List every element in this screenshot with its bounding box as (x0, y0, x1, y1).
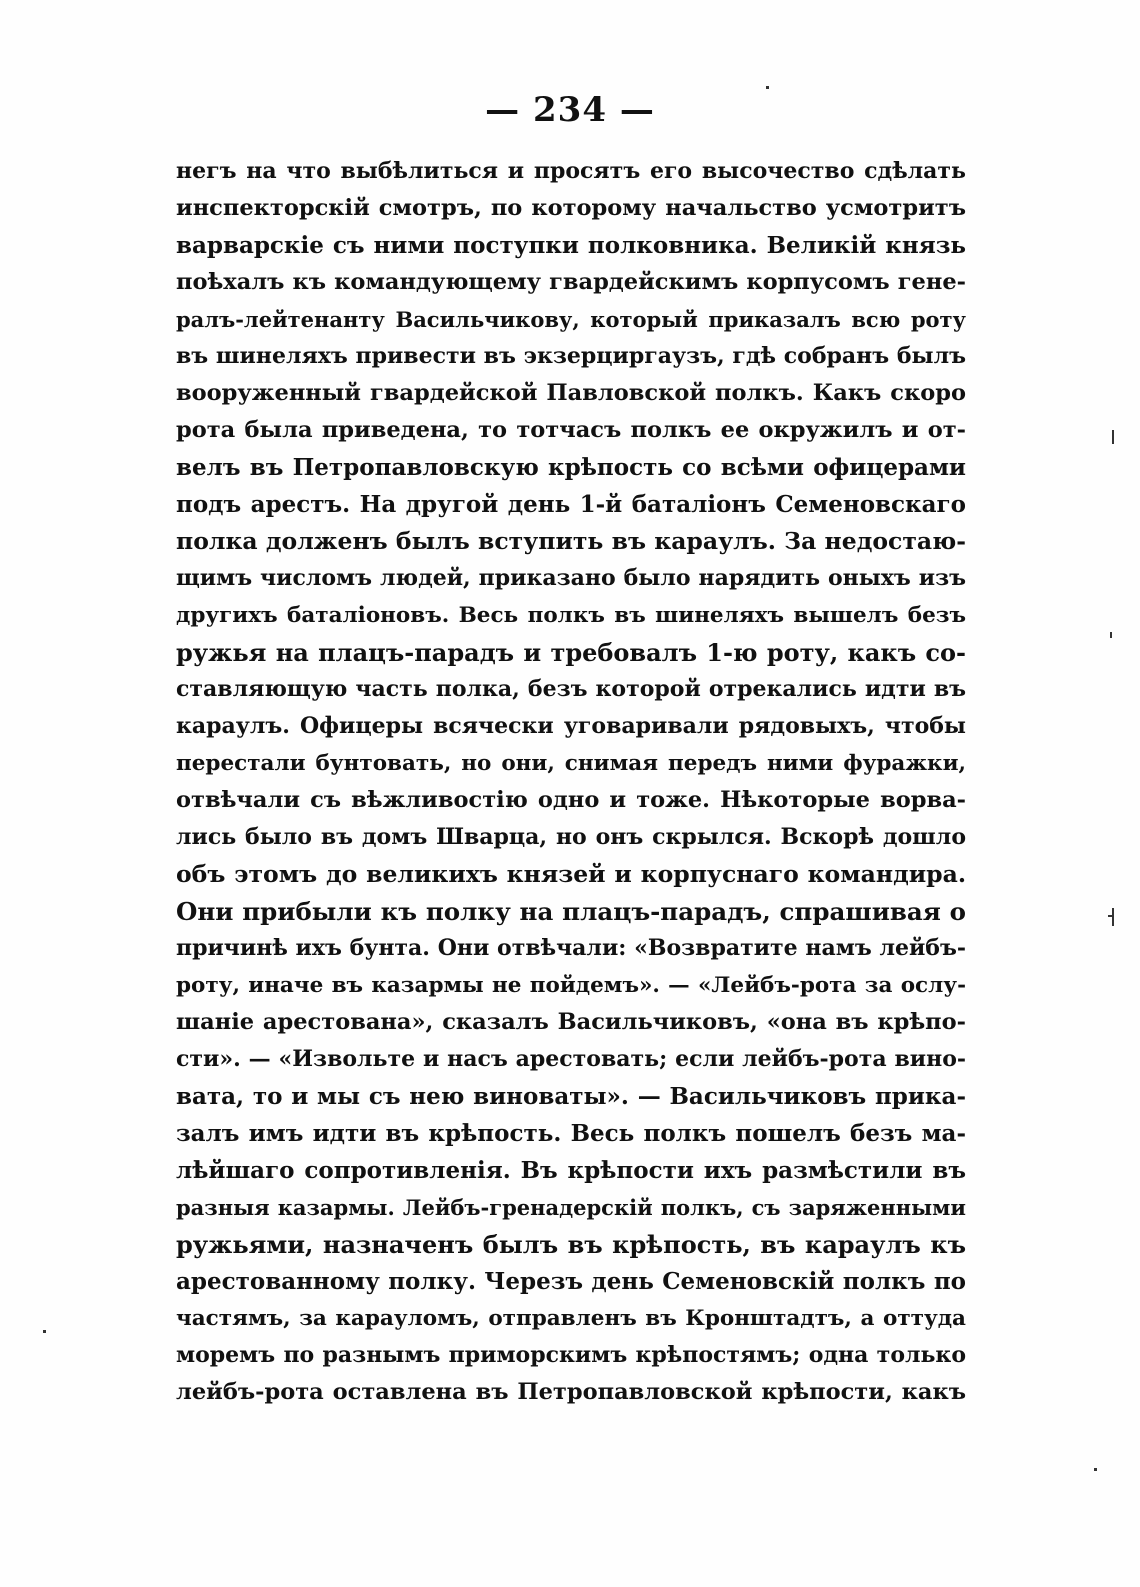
scan-speck (1094, 1468, 1097, 1471)
scan-speck (1112, 430, 1114, 444)
text-line: рота была приведена, то тотчасъ полкъ ее окружилъ и от- (176, 417, 966, 443)
text-line: ружья на плацъ-парадъ и требовалъ 1-ю роту, какъ со- (176, 638, 966, 667)
text-line: подъ арестъ. На другой день 1-й баталіонъ Семеновскаго (176, 491, 966, 518)
text-line: ралъ-лейтенанту Васильчикову, который приказалъ всю роту (176, 307, 966, 332)
text-line: варварскіе съ ними поступки полковника. Великій князь (176, 232, 966, 259)
text-line: въ шинеляхъ привести въ экзерциргаузъ, гдѣ собранъ былъ (176, 343, 966, 369)
scan-speck (1110, 632, 1112, 638)
text-line: ставляющую часть полка, безъ которой отрекались идти въ (176, 676, 966, 702)
text-line: полка долженъ былъ вступить въ караулъ. За недостаю- (176, 527, 966, 555)
text-line: арестованному полку. Черезъ день Семеновскій полкъ по (176, 1268, 966, 1295)
text-line: велъ въ Петропавловскую крѣпость со всѣми офицерами (176, 454, 966, 481)
text-line: залъ имъ идти въ крѣпость. Весь полкъ пошелъ безъ ма- (176, 1120, 966, 1147)
scan-speck (43, 1330, 46, 1333)
text-line: причинѣ ихъ бунта. Они отвѣчали: «Возвратите намъ лейбъ- (176, 935, 966, 961)
text-line: лѣйшаго сопротивленія. Въ крѣпости ихъ размѣстили въ (176, 1157, 966, 1184)
text-line: объ этомъ до великихъ князей и корпуснаго командира. (176, 860, 966, 888)
body-text (176, 153, 966, 1411)
text-line: вооруженный гвардейской Павловской полкъ. Какъ скоро (176, 380, 966, 406)
text-line: перестали бунтовать, но они, снимая передъ ними фуражки, (176, 751, 966, 776)
text-line: поѣхалъ къ командующему гвардейскимъ корпусомъ гене- (176, 269, 966, 295)
text-line: лись было въ домъ Шварца, но онъ скрылся. Вскорѣ дошло (176, 824, 966, 850)
text-line: моремъ по разнымъ приморскимъ крѣпостямъ; одна только (176, 1342, 966, 1368)
page-number: — 234 — (485, 90, 655, 130)
text-line: сти». — «Извольте и насъ арестовать; если лейбъ-рота вино- (176, 1046, 966, 1072)
scan-speck (766, 86, 769, 89)
scan-speck (1112, 908, 1114, 926)
text-line: роту, иначе въ казармы не пойдемъ». — «Лейбъ-рота за ослу- (176, 973, 966, 998)
text-line: шаніе арестована», сказалъ Васильчиковъ, «она въ крѣпо- (176, 1009, 966, 1035)
text-line: отвѣчали съ вѣжливостію одно и тоже. Нѣкоторые ворва- (176, 787, 966, 813)
text-line: ружьями, назначенъ былъ въ крѣпость, въ караулъ къ (176, 1230, 966, 1259)
text-line: негъ на что выбѣлиться и просятъ его высочество сдѣлать (176, 158, 966, 184)
text-line: Они прибыли къ полку на плацъ-парадъ, спрашивая о (176, 897, 966, 926)
text-line: караулъ. Офицеры всячески уговаривали рядовыхъ, чтобы (176, 713, 966, 739)
text-line: частямъ, за карауломъ, отправленъ въ Кронштадтъ, а оттуда (176, 1306, 966, 1331)
text-line: вата, то и мы съ нею виноваты». — Васильчиковъ прика- (176, 1083, 966, 1110)
text-line: щимъ числомъ людей, приказано было нарядить оныхъ изъ (176, 565, 966, 591)
text-line: другихъ баталіоновъ. Весь полкъ въ шинеляхъ вышелъ безъ (176, 603, 966, 628)
text-line: лейбъ-рота оставлена въ Петропавловской крѣпости, какъ (176, 1379, 966, 1405)
text-line: разныя казармы. Лейбъ-гренадерскій полкъ, съ заряженными (176, 1195, 966, 1220)
text-line: инспекторскій смотръ, по которому начальство усмотритъ (176, 195, 966, 221)
